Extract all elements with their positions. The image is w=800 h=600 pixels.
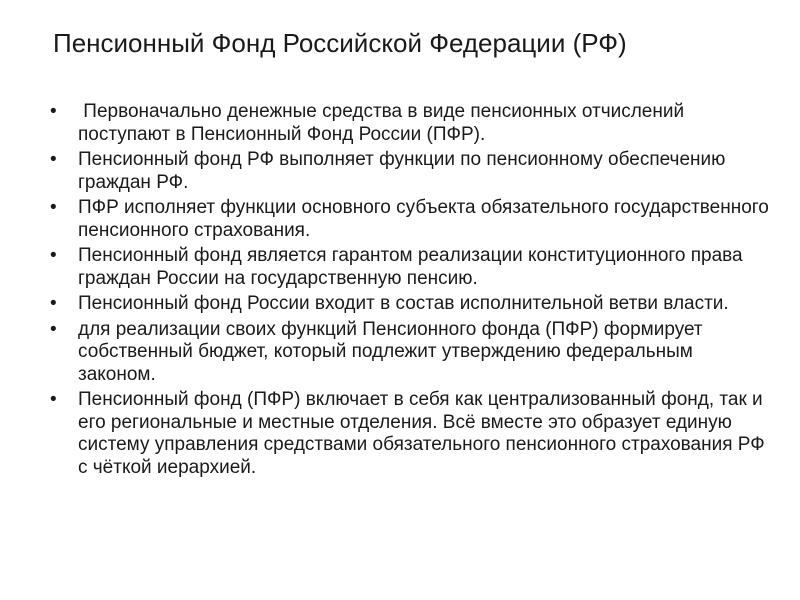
bullet-text: ПФР исполняет функции основного субъекта обязательного государственного пенсионного страхования. (78, 197, 769, 241)
bullet-item (50, 245, 770, 290)
bullet-text: Пенсионный фонд является гарантом реализации конституционного права граждан России на государственную пенсию. (78, 245, 743, 289)
bullet-marker: • (50, 101, 57, 122)
bullet-marker: • (50, 245, 57, 266)
bullet-list (50, 101, 770, 482)
bullet-item (50, 293, 770, 316)
bullet-marker: • (50, 389, 57, 410)
bullet-item (50, 101, 770, 146)
bullet-text: Пенсионный фонд (ПФР) включает в себя как централизованный фонд, так и его региональные и местные отделения. Всё вместе это образует единую систему управления средствами обязательного пенсионного страхования РФ с чёткой иерархией. (78, 389, 765, 478)
bullet-text: Пенсионный фонд России входит в состав исполнительной ветви власти. (78, 293, 729, 314)
bullet-item (50, 389, 770, 479)
bullet-marker: • (50, 318, 57, 340)
bullet-marker: • (50, 197, 57, 218)
bullet-marker: • (50, 293, 57, 314)
bullet-marker: • (50, 149, 57, 170)
bullet-item (50, 319, 770, 387)
bullet-text: для реализации своих функций Пенсионного фонда (ПФР) формирует собственный бюджет, который подлежит утверждению федеральным законом. (78, 318, 703, 385)
slide-title: Пенсионный Фонд Российской Федерации (РФ) (53, 28, 627, 58)
bullet-item (50, 149, 770, 194)
bullet-text: Первоначально денежные средства в виде пенсионных отчислений поступают в Пенсионный Фонд России (ПФР). (78, 101, 690, 145)
bullet-item (50, 197, 770, 242)
bullet-text: Пенсионный фонд РФ выполняет функции по пенсионному обеспечению граждан РФ. (78, 149, 726, 193)
